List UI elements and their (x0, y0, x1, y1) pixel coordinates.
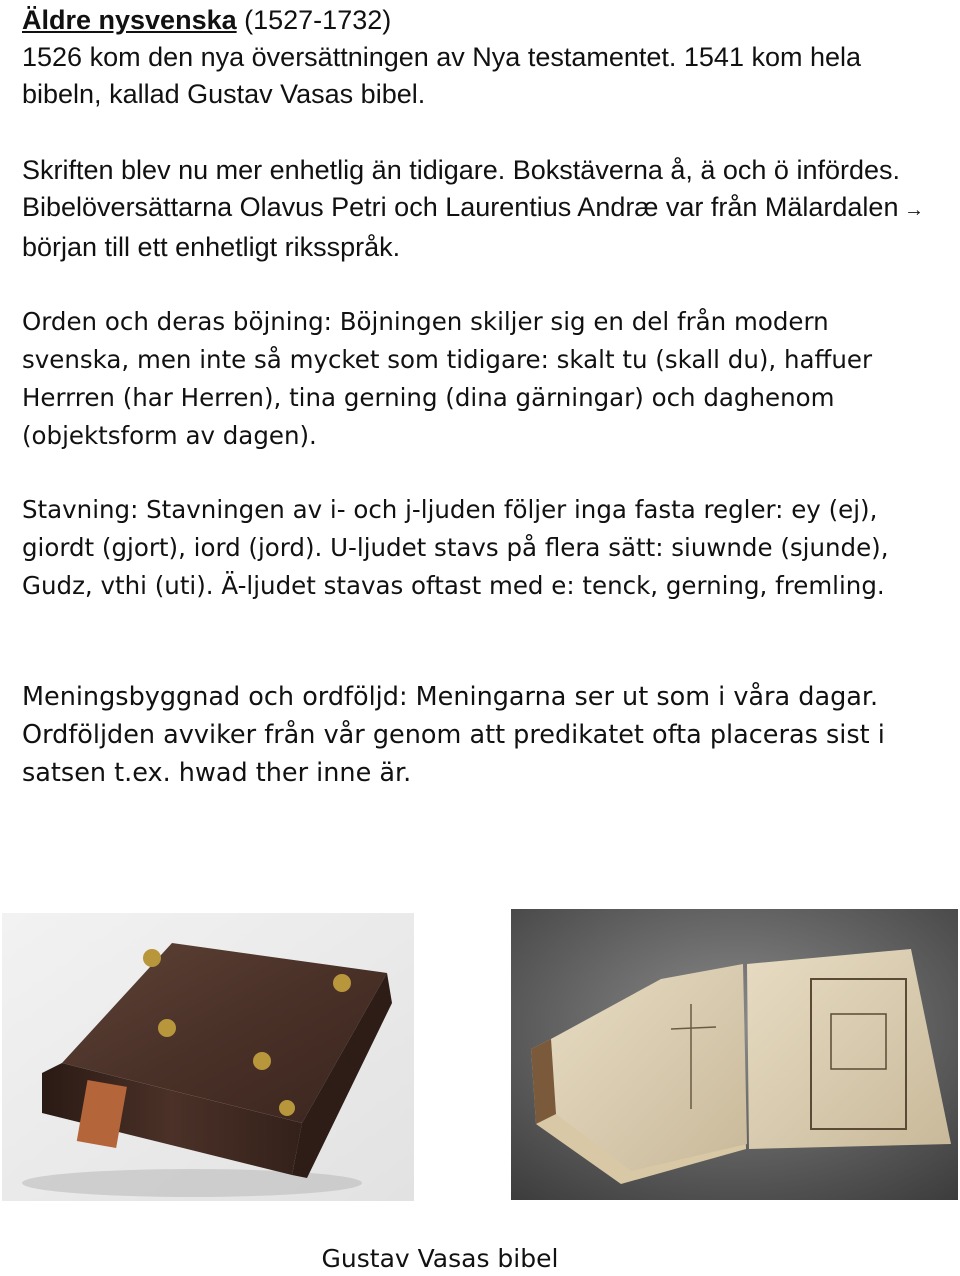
orden-paragraph: Orden och deras böjning: Böjningen skiljer sig en del från modern svenska, men inte så mycket som tidigare: skalt tu (skall du), haffuer Herrren (har Herren), tina gerning (dina gärningar) och daghenom (objektsform av dagen). (22, 307, 873, 450)
script-text-a: Skriften blev nu mer enhetlig än tidigare. Bokstäverna å, ä och ö infördes. Bibelöversättarna Olavus Petri och Laurentius Andræ var från Mälardalen (22, 155, 901, 222)
heading-paragraph (22, 2, 942, 39)
closed-bible-image (2, 913, 414, 1201)
section-years: (1527-1732) (236, 5, 392, 35)
arrow-icon: → (898, 199, 925, 221)
section-title: Äldre nysvenska (22, 5, 237, 35)
script-paragraph (22, 152, 942, 266)
stavning-paragraph: Stavning: Stavningen av i- och j-ljuden följer inga fasta regler: ey (ej), giordt (gjort), iord (jord). U-ljudet stavs på flera sätt: siuwnde (sjunde), Gudz, vthi (uti). Ä-ljudet stavas oftast med e: tenck, gerning, fremling. (22, 495, 889, 600)
image-caption: Gustav Vasas bibel (321, 1244, 559, 1273)
intro-paragraph: 1526 kom den nya översättningen av Nya testamentet. 1541 kom hela bibeln, kallad Gustav Vasas bibel. (22, 42, 862, 109)
mening-paragraph: Meningsbyggnad och ordföljd: Meningarna ser ut som i våra dagar. Ordföljden avviker från vår genom att predikatet ofta placeras sist i satsen t.ex. hwad ther inne är. (22, 682, 885, 788)
script-text-b: början till ett enhetligt riksspråk. (22, 232, 401, 262)
open-bible-image (511, 909, 958, 1200)
